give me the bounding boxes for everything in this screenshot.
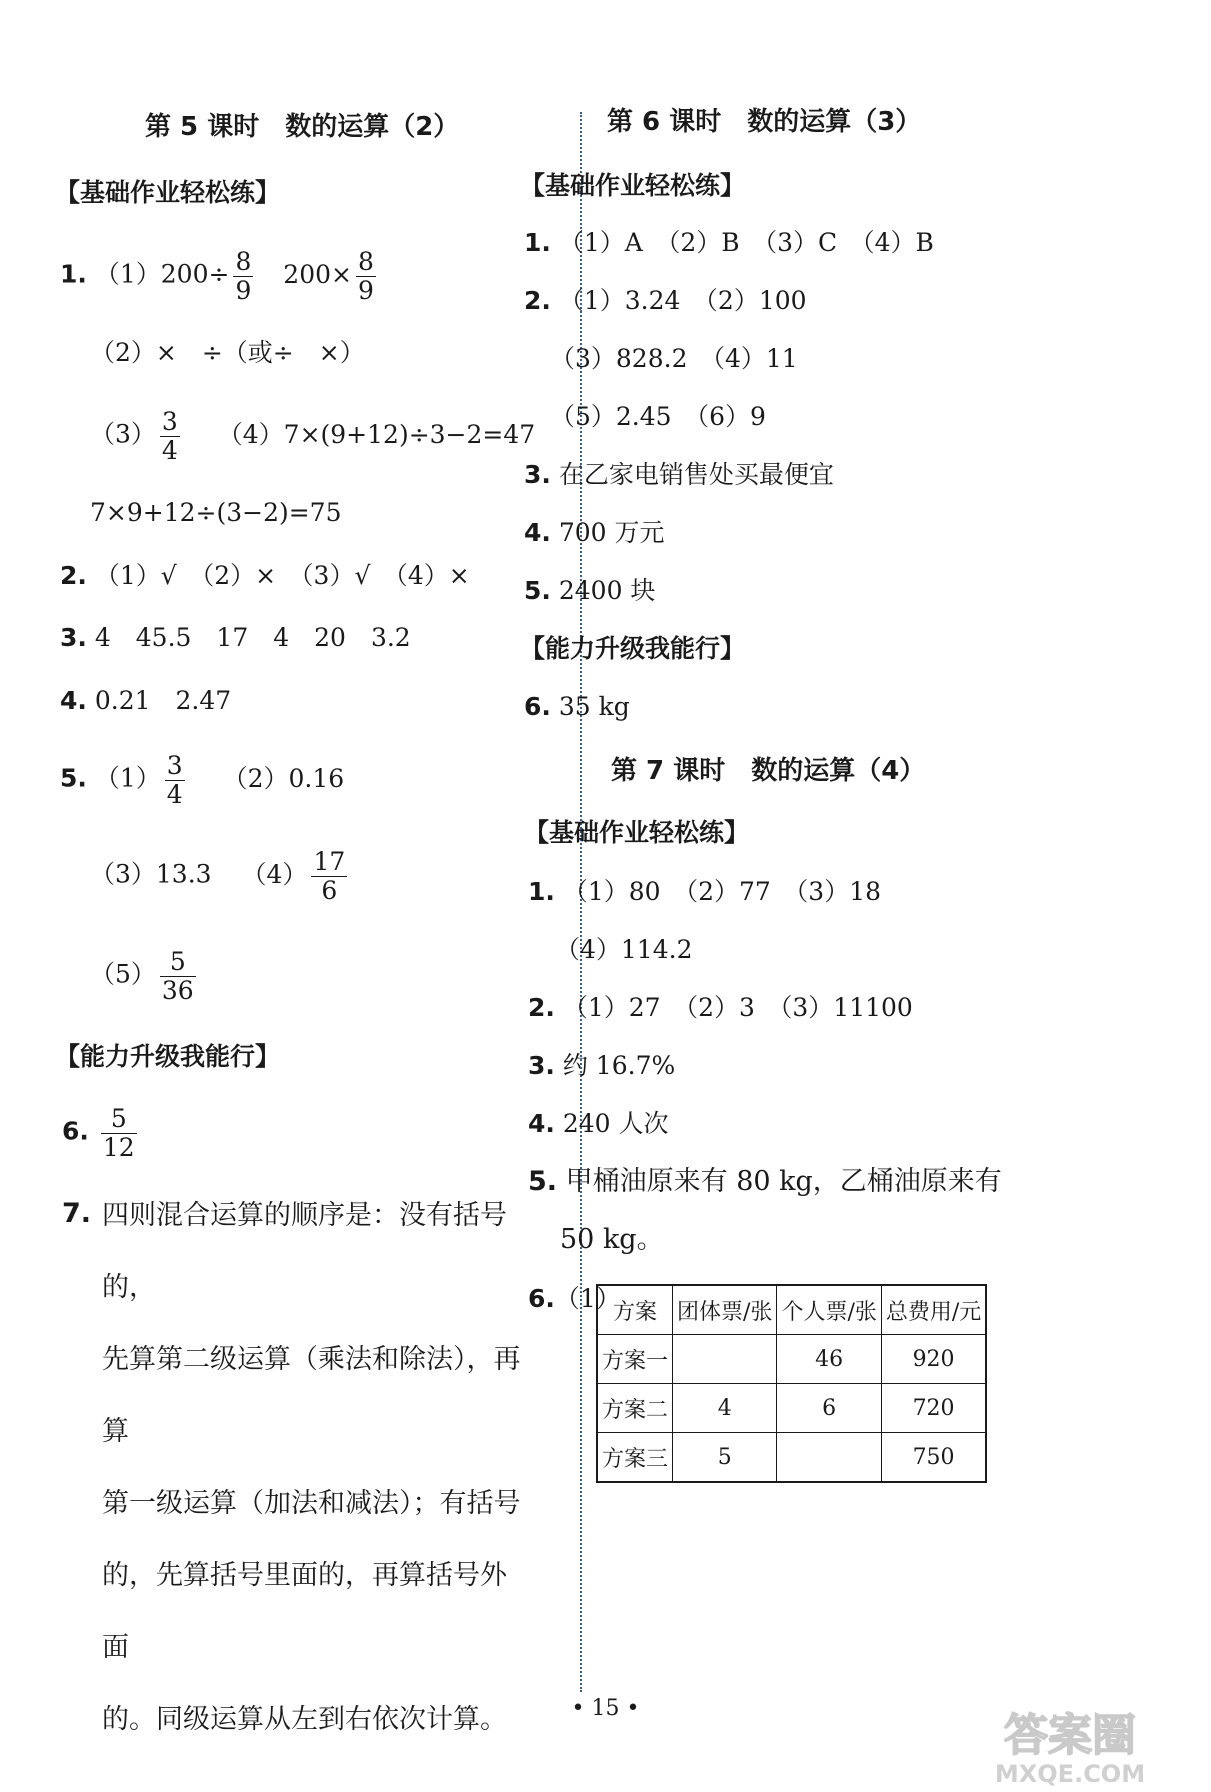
question-number: 4. (528, 1109, 555, 1138)
table-row (597, 1433, 986, 1483)
table-header-row (597, 1285, 986, 1335)
part-label: （5） (90, 959, 156, 989)
watermark-logo (935, 1700, 1205, 1788)
table-cell (673, 1335, 777, 1384)
question-number: 6. (62, 1116, 89, 1146)
question-number: 4. (60, 686, 87, 715)
q1-part1 (60, 248, 380, 304)
expr-text: 200× (283, 259, 352, 289)
l7-q1-line1 (528, 877, 881, 907)
table-cell: 46 (777, 1335, 881, 1384)
q1-part3-4 (90, 408, 535, 464)
question-number: 3. (524, 460, 551, 489)
q7-paragraph (102, 1180, 522, 1756)
q1-part2: （2）× ÷（或÷ ×） (90, 338, 365, 367)
l7-q1-line2: （4）114.2 (555, 935, 693, 964)
question-number: 3. (528, 1051, 555, 1080)
l7-q5-line2: 50 kg。 (560, 1224, 664, 1255)
part-label: （3） (90, 419, 156, 449)
q2 (60, 561, 470, 591)
l7-q4 (528, 1109, 669, 1139)
question-number: 1. (528, 877, 555, 906)
answer-text: 240 人次 (562, 1109, 669, 1138)
paragraph-line: 先算第二级运算（乘法和除法），再算 (102, 1344, 521, 1447)
table-cell: 750 (881, 1433, 986, 1483)
question-number: 5. (528, 1166, 558, 1197)
expr-text: 200÷ (160, 259, 230, 289)
answer-text: 0.21 2.47 (94, 686, 232, 715)
section-basic-heading: 【基础作业轻松练】 (524, 818, 750, 847)
section-basic-heading: 【基础作业轻松练】 (520, 171, 746, 200)
question-number: 5. (524, 576, 551, 605)
question-number: 3. (60, 623, 87, 652)
q5-part1-2 (60, 752, 344, 808)
ticket-plan-table (596, 1284, 987, 1483)
question-number: 2. (524, 286, 551, 315)
lesson6-title: 第 6 课时 数的运算（3） (607, 107, 922, 137)
fraction: $\frac{8}{9}$ (235, 247, 252, 305)
fraction: $\frac{3}{4}$ (161, 407, 178, 465)
answer-text: （1）80 （2）77 （3）18 (562, 877, 882, 906)
page-number: • 15 • (571, 1696, 640, 1721)
answer-text: 2400 块 (558, 576, 656, 605)
l7-q3 (528, 1051, 675, 1081)
lesson5-title: 第 5 课时 数的运算（2） (145, 112, 460, 142)
fraction: $\frac{8}{9}$ (357, 247, 374, 305)
q5-part5 (90, 948, 200, 1004)
section-advanced-heading: 【能力升级我能行】 (520, 634, 746, 663)
table-cell: 4 (673, 1384, 777, 1433)
answer-text: （1）3.24 （2）100 (558, 286, 807, 315)
watermark-url: MXQE.COM (994, 1760, 1146, 1788)
table-header-cell: 个人票/张 (777, 1285, 881, 1335)
q6 (62, 1105, 141, 1161)
table-cell: 5 (673, 1433, 777, 1483)
question-number: 7. (62, 1198, 92, 1229)
table-header-cell: 方案 (597, 1285, 673, 1335)
expr-text: （4）7×(9+12)÷3−2=47 (217, 419, 536, 449)
table-row (597, 1384, 986, 1433)
table-cell: 6 (777, 1384, 881, 1433)
l6-q1 (524, 228, 934, 258)
l6-q2-line2: （3）828.2 （4）11 (550, 344, 798, 373)
part-label: （1） (94, 259, 161, 289)
fraction: $\frac{5}{12}$ (102, 1104, 135, 1162)
question-number: 1. (524, 228, 551, 257)
table-cell: 720 (881, 1384, 986, 1433)
fraction: $\frac{5}{36}$ (161, 947, 194, 1005)
paragraph-line: 四则混合运算的顺序是：没有括号的， (102, 1200, 507, 1303)
paragraph-line: 的，先算括号里面的，再算括号外面 (102, 1560, 507, 1663)
answer-text: （1）27 （2）3 （3）11100 (562, 993, 913, 1022)
question-number: 2. (528, 993, 555, 1022)
fraction: $\frac{17}{6}$ (313, 847, 346, 905)
lesson7-title: 第 7 课时 数的运算（4） (611, 756, 926, 786)
question-number: 1. (60, 259, 87, 289)
l6-q4 (524, 518, 665, 548)
l6-q2-line1 (524, 286, 807, 316)
question-number: 5. (60, 763, 87, 793)
l7-q5-line1 (528, 1166, 1002, 1198)
l6-q5 (524, 576, 655, 606)
question-number: 4. (524, 518, 551, 547)
part-label: （1） (94, 763, 161, 793)
question-number: 6. (528, 1284, 555, 1313)
l7-q2 (528, 993, 913, 1023)
paragraph-line: 的。同级运算从左到右依次计算。 (102, 1704, 507, 1735)
section-advanced-heading: 【能力升级我能行】 (55, 1042, 281, 1071)
l6-q3 (524, 460, 834, 490)
table-cell: 方案二 (597, 1384, 673, 1433)
l6-q6 (524, 692, 630, 722)
question-number: 2. (60, 561, 87, 590)
q4 (60, 686, 231, 716)
answer-text: （1）A （2）B （3）C （4）B (558, 228, 934, 257)
answer-text: 4 45.5 17 4 20 3.2 (94, 623, 411, 652)
answer-text: 在乙家电销售处买最便宜 (558, 460, 834, 489)
q5-part3-4 (90, 848, 351, 904)
answer-text: 700 万元 (558, 518, 665, 547)
table-row (597, 1335, 986, 1384)
section-basic-heading: 【基础作业轻松练】 (55, 178, 281, 207)
table-cell: 920 (881, 1335, 986, 1384)
table-cell: 方案一 (597, 1335, 673, 1384)
q1-part4-cont: 7×9+12÷(3−2)=75 (90, 498, 342, 527)
question-number: 6. (524, 692, 551, 721)
part-label: （1） (554, 1284, 621, 1313)
paragraph-line: 第一级运算（加法和减法）；有括号 (102, 1488, 521, 1519)
answer-text: 35 kg (558, 692, 630, 721)
fraction: $\frac{3}{4}$ (166, 751, 183, 809)
table-cell (777, 1433, 881, 1483)
watermark-text: 答案圈 (1004, 1710, 1136, 1761)
part-label: （4） (241, 859, 308, 889)
table-header-cell: 总费用/元 (881, 1285, 986, 1335)
table-cell: 方案三 (597, 1433, 673, 1483)
answer-text: （2）0.16 (222, 763, 345, 793)
table-header-cell: 团体票/张 (673, 1285, 777, 1335)
answer-text: （1）√ （2）× （3）√ （4）× (94, 561, 470, 590)
answer-text: （3）13.3 (90, 859, 212, 889)
l6-q2-line3: （5）2.45 （6）9 (550, 402, 766, 431)
answer-text: 甲桶油原来有 80 kg，乙桶油原来有 (565, 1166, 1002, 1197)
answer-text: 约 16.7% (562, 1051, 676, 1080)
q3 (60, 623, 411, 653)
